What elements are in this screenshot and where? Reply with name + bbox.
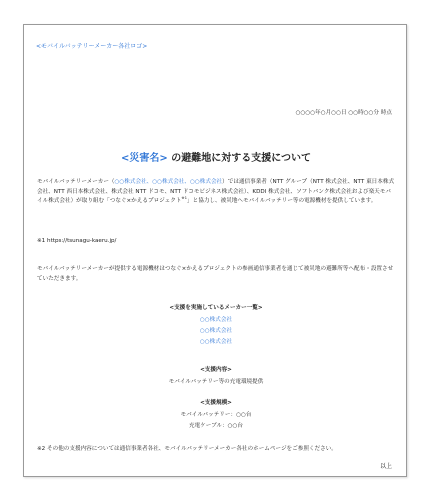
page-title bbox=[24, 149, 408, 164]
maker-item: ○○株式会社 bbox=[199, 339, 233, 345]
maker-logo-placeholder: <モバイルバッテリーメーカー各社ロゴ> bbox=[36, 43, 148, 50]
maker-item: ○○株式会社 bbox=[199, 317, 233, 323]
maker-item: ○○株式会社 bbox=[199, 328, 233, 334]
distribution-paragraph: モバイルバッテリーメーカーが提供する電源機材はつなぐ×かえるプロジェクトの参画通信事業者を通じて被災地の避難所等へ配布・設置させていただきます。 bbox=[37, 266, 394, 282]
note-ref-1: ※1 bbox=[181, 195, 188, 201]
intro-suffix: ）では通信事業者（NTT グループ（NTT 株式会社、NTT 東日本株式会社、NTT 西日本株式会社、株式会社 NTT ドコモ、NTT ドコモビジネス株式会社）、KDDI 株式会社、ソフトバンク株式会社および楽天モバイル株式会社）が取り組む「つなぐ×かえるプロジェクト bbox=[37, 179, 395, 204]
intro-prefix: モバイルバッテリーメーカー（ bbox=[37, 179, 115, 185]
title-rest: の避難地に対する支援について bbox=[167, 153, 312, 164]
disaster-name: 災害名 bbox=[129, 153, 160, 164]
datetime-stamp: ○○○○年○月○○日 ○○時○○分 時点 bbox=[295, 110, 392, 116]
intro-paragraph bbox=[37, 178, 395, 207]
support-content-text: モバイルバッテリー等の充電環境提供 bbox=[168, 379, 264, 385]
scale-cable: 充電ケーブル：○○台 bbox=[188, 423, 243, 429]
support-scale-heading: <支援規模> bbox=[200, 400, 232, 406]
footnote-1: ※1 https://tsunagu-kaeru.jp/ bbox=[37, 238, 117, 244]
makers-heading: <支援を実施しているメーカー一覧> bbox=[169, 305, 263, 311]
title-bracket-open: < bbox=[120, 153, 130, 164]
intro-suffix-2: 」と協力し、被災地へモバイルバッテリー等の電源機材を提供しています。 bbox=[187, 198, 377, 204]
scale-battery: モバイルバッテリー：○○台 bbox=[180, 412, 252, 418]
closing-text: 以上 bbox=[379, 463, 392, 470]
title-bracket-close: > bbox=[159, 153, 168, 164]
document-page bbox=[23, 24, 407, 477]
maker-company-list: ○○株式会社、○○株式会社、○○株式会社 bbox=[114, 179, 223, 185]
support-content-heading: <支援内容> bbox=[200, 367, 232, 373]
footnote-2: ※2 その他の支援内容については通信事業者各社、モバイルバッテリーメーカー各社のホームページをご参照ください。 bbox=[37, 446, 337, 452]
